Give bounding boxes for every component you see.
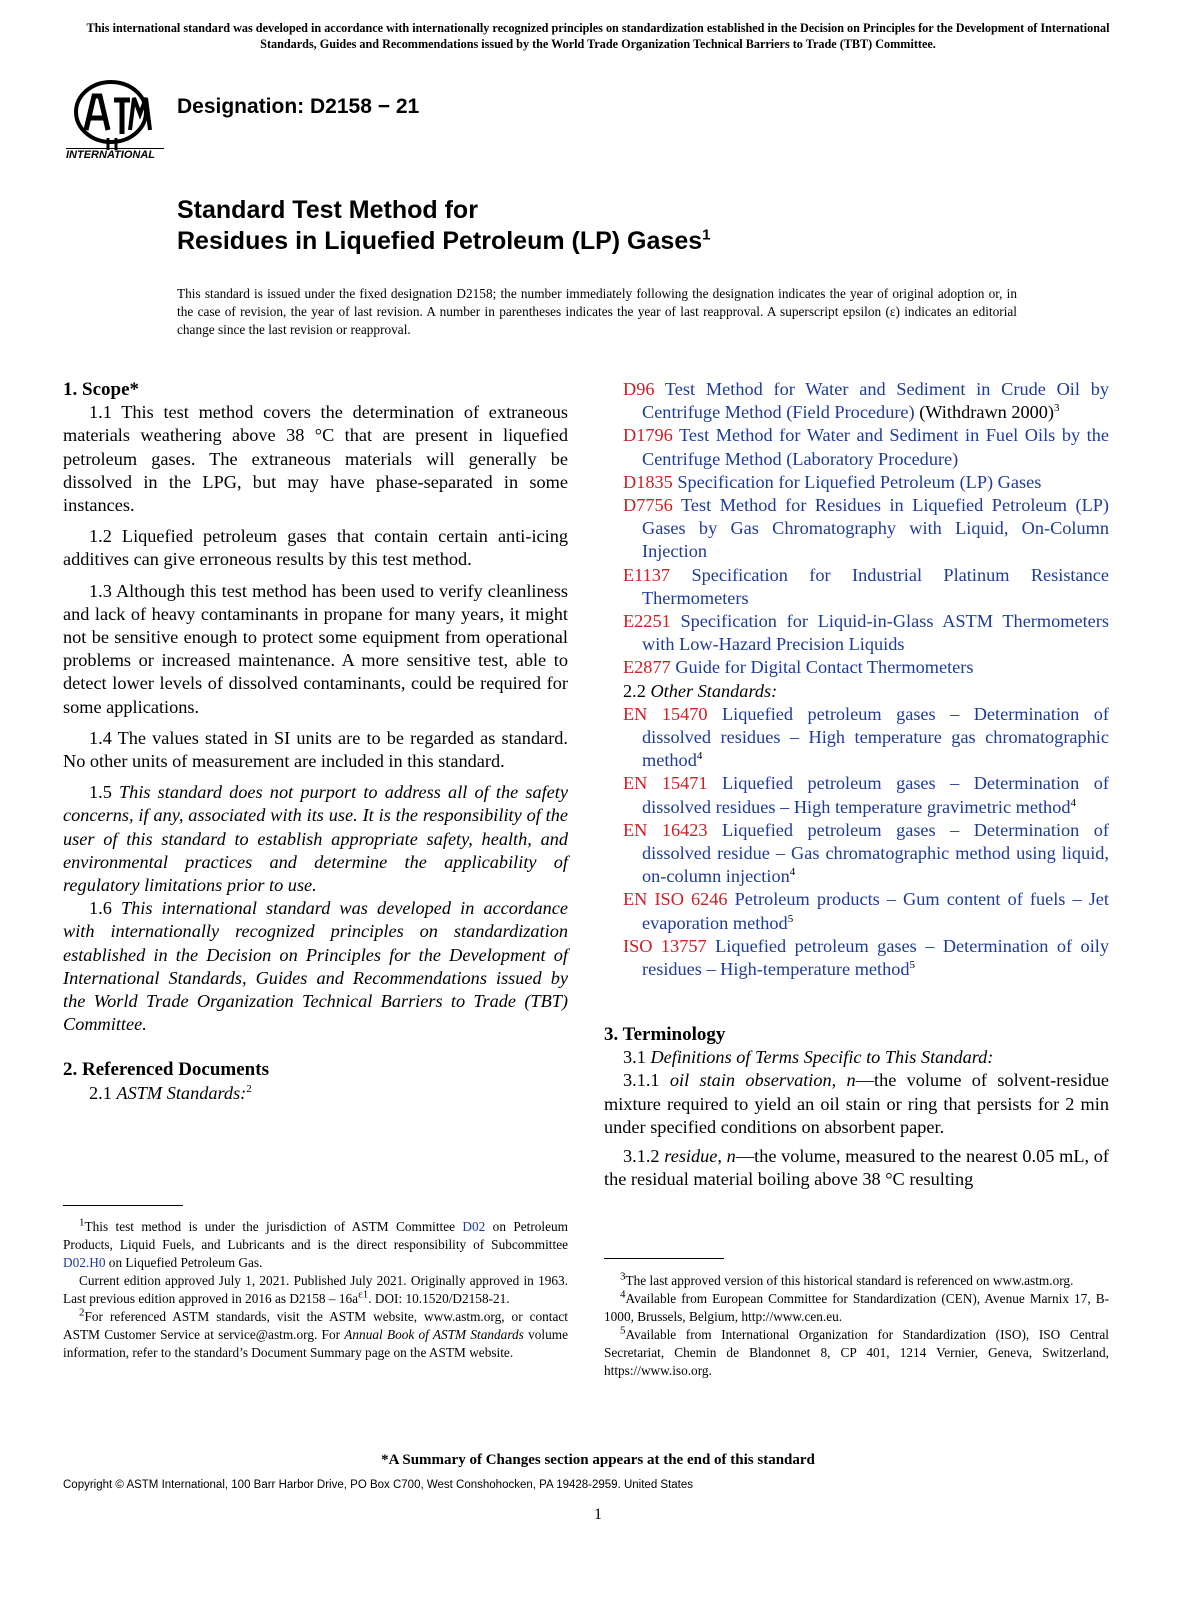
section-heading-scope: 1. Scope* xyxy=(63,379,139,400)
copyright: Copyright © ASTM International, 100 Barr Harbor Drive, PO Box C700, West Conshohocken, PA 19428-2959. United States xyxy=(63,1479,694,1491)
footnotes-right xyxy=(604,1272,1109,1380)
reference-title-link[interactable]: Test Method for Residues in Liquefied Petroleum (LP) Gases by Gas Chromatography with Liquid, On-Column Injection xyxy=(642,495,1109,562)
summary-note: *A Summary of Changes section appears at the end of this standard xyxy=(381,1452,815,1468)
reference-item xyxy=(623,494,1109,564)
reference-note: (Withdrawn 2000) xyxy=(914,402,1055,423)
reference-item xyxy=(623,819,1109,889)
reference-title-link[interactable]: Liquefied petroleum gases – Determination of dissolved residues – High temperature gravimetric method xyxy=(642,773,1109,817)
reference-item xyxy=(623,772,1109,818)
reference-footnote-mark: 3 xyxy=(1054,402,1060,415)
reference-title-link[interactable]: Test Method for Water and Sediment in Fuel Oils by the Centrifuge Method (Laboratory Procedure) xyxy=(642,425,1110,469)
right-column xyxy=(623,378,1109,981)
reference-code-link[interactable]: D1796 xyxy=(623,425,673,446)
footnotes-left xyxy=(63,1218,568,1362)
terminology-section xyxy=(604,1023,1109,1191)
left-column xyxy=(63,378,568,1113)
footnote-link-d02-h0[interactable]: D02.H0 xyxy=(63,1255,106,1270)
reference-footnote-mark: 4 xyxy=(789,866,796,879)
reference-code-link[interactable]: E2251 xyxy=(623,611,671,632)
reference-item xyxy=(623,935,1109,981)
document-title xyxy=(177,195,710,257)
reference-item xyxy=(623,564,1109,610)
reference-item xyxy=(623,424,1109,470)
reference-title-link[interactable]: Liquefied petroleum gases – Determination of oily residues – High-temperature method xyxy=(642,935,1109,980)
designation: Designation: D2158 − 21 xyxy=(177,95,420,118)
paragraph-1-5: 1.5 This standard does not purport to address all of the safety concerns, if any, associated with its use. It is the responsibility of the user of this standard to establish appropriate safety, health, and environmental practices and determine the applicability of regulatory limitations prior to use. xyxy=(63,782,568,896)
reference-title-link[interactable]: Petroleum products – Gum content of fuels – Jet evaporation method xyxy=(642,889,1109,933)
footnote-mark: 5 xyxy=(620,1324,626,1337)
reference-title-link[interactable]: Liquefied petroleum gases – Determination of dissolved residues – High temperature gas chromatographic method xyxy=(642,703,1109,771)
paragraph-3-1: 3.1 Definitions of Terms Specific to This Standard: xyxy=(623,1047,994,1068)
issued-note: This standard is issued under the fixed designation D2158; the number immediately following the designation indicates the year of original adoption or, in the case of revision, the year of last revision. A number in parentheses indicates the year of last reapproval. A superscript epsilon (ε) indicates an editorial change since the last revision or reapproval. xyxy=(177,286,1017,337)
other-reference-list xyxy=(623,703,1109,981)
reference-footnote-mark: 4 xyxy=(696,750,703,763)
reference-item xyxy=(623,888,1109,934)
footnote-text: The last approved version of this historical standard is referenced on www.astm.org. xyxy=(625,1273,1074,1288)
reference-item xyxy=(623,610,1109,656)
reference-footnote-mark: 4 xyxy=(1070,796,1076,809)
reference-title-link[interactable]: Specification for Liquefied Petroleum (LP) Gases xyxy=(677,471,1042,492)
reference-code-link[interactable]: D96 xyxy=(623,379,655,399)
reference-item xyxy=(623,378,1109,424)
title-footnote-mark: 1 xyxy=(702,226,711,244)
reference-footnote-mark: 5 xyxy=(909,958,916,971)
page-number: 1 xyxy=(594,1506,602,1523)
astm-reference-list xyxy=(623,378,1109,680)
footnote-1: $^1$This test method is under the jurisdiction of ASTM Committee D02 on Petroleum Products, Liquid Fuels, and Lubricants and is the direct responsibility of Subcommittee D02.H0 on Liquefied Petroleum Gas. xyxy=(63,1216,568,1270)
paragraph-2-1: 2.1 ASTM Standards:$^2$ xyxy=(89,1082,252,1103)
logo-text: INTERNATIONAL xyxy=(66,148,164,161)
footnote-2: $^2$For referenced ASTM standards, visit the ASTM website, www.astm.org, or contact ASTM Customer Service at service@astm.org. For Annual Book of ASTM Standards volume information, refer to the standard’s Document Summary page on the ASTM website. xyxy=(63,1306,568,1360)
paragraph-3-1-2: 3.1.2 residue, n—the volume, measured to the nearest 0.05 mL, of the residual material boiling above 38 °C resulting xyxy=(604,1146,1110,1190)
paragraph-1-4: 1.4 The values stated in SI units are to be regarded as standard. No other units of measurement are included in this standard. xyxy=(63,727,568,772)
reference-title-link[interactable]: Specification for Industrial Platinum Resistance Thermometers xyxy=(642,564,1109,608)
section-heading-referenced-documents: 2. Referenced Documents xyxy=(63,1059,269,1081)
paragraph-2-2: 2.2 Other Standards: xyxy=(623,680,778,701)
reference-item xyxy=(623,656,1109,679)
paragraph-1-6: 1.6 This international standard was developed in accordance with internationally recognized principles on standardization established in the Decision on Principles for the Development of International Standards, Guides and Recommendations issued by the World Trade Organization Technical Barriers to Trade (TBT) Committee. xyxy=(63,898,568,1035)
footnote-4 xyxy=(604,1290,1109,1326)
footnote-1-edition: Current edition approved July 1, 2021. Published July 2021. Originally approved in 1963. Last previous edition approved in 2016 as $D2158 - 16a^{\varepsilon 1}$. DOI: 10.1520/D2158-21. xyxy=(63,1273,568,1306)
reference-footnote-mark: 5 xyxy=(787,912,794,925)
paragraph-1-2: 1.2 Liquefied petroleum gases that contain certain anti-icing additives can give erroneous results by this test method. xyxy=(63,526,568,570)
reference-title-link[interactable]: Test Method for Water and Sediment in Crude Oil by Centrifuge Method (Field Procedure) xyxy=(642,379,1109,423)
paragraph-3-1-1: 3.1.1 oil stain observation, n—the volume of solvent-residue mixture required to yield an oil stain or ring that persists for 2 min under specified conditions on absorbent paper. xyxy=(604,1070,1110,1137)
footnote-rule-right xyxy=(604,1258,724,1259)
footnote-mark: 3 xyxy=(620,1270,626,1283)
reference-code-link[interactable]: EN 16423 xyxy=(623,819,708,840)
title-line-1: Standard Test Method for xyxy=(177,196,478,224)
section-heading-terminology: 3. Terminology xyxy=(604,1024,726,1045)
footnote-5 xyxy=(604,1326,1109,1380)
reference-item xyxy=(623,471,1109,494)
footnote-3 xyxy=(604,1272,1109,1290)
reference-code-link[interactable]: EN 15470 xyxy=(623,703,708,724)
paragraph-1-3: 1.3 Although this test method has been used to verify cleanliness and lack of heavy contaminants in propane for many years, it might not be sensitive enough to protect some equipment from operational problems or increased maintenance. A more sensitive test, able to detect lower levels of dissolved contaminants, could be required for some applications. xyxy=(63,580,568,717)
title-line-2: Residues in Liquefied Petroleum (LP) Gases$^1$ xyxy=(177,226,711,255)
reference-code-link[interactable]: EN 15471 xyxy=(623,773,708,794)
reference-code-link[interactable]: EN ISO 6246 xyxy=(623,889,728,910)
footnote-rule-left xyxy=(63,1205,183,1206)
top-notice: This international standard was developed in accordance with internationally recognized principles on standardization established in the Decision on Principles for the Development of International Standards, Guides and Recommendations issued by the World Trade Organization Technical Barriers to Trade (TBT) Committee. xyxy=(86,21,1110,51)
astm-logo xyxy=(64,78,166,164)
reference-code-link[interactable]: E2877 xyxy=(623,657,671,678)
reference-code-link[interactable]: D7756 xyxy=(623,495,673,516)
reference-code-link[interactable]: D1835 xyxy=(623,471,673,492)
reference-item xyxy=(623,703,1109,773)
footnote-text: Available from International Organization for Standardization (ISO), ISO Central Secretariat, Chemin de Blandonnet 8, CP 401, 1214 Vernier, Geneva, Switzerland, https://www.iso.org. xyxy=(604,1327,1109,1378)
reference-title-link[interactable]: Guide for Digital Contact Thermometers xyxy=(675,657,974,678)
paragraph-1-1: 1.1 This test method covers the determination of extraneous materials weathering above 38 °C that are present in liquefied petroleum gases. The extraneous materials will generally be dissolved in the LPG, but may have phase-separated in some instances. xyxy=(63,402,568,516)
reference-title-link[interactable]: Specification for Liquid-in-Glass ASTM Thermometers with Low-Hazard Precision Liquids xyxy=(642,611,1109,655)
reference-code-link[interactable]: ISO 13757 xyxy=(623,935,707,956)
reference-title-link[interactable]: Liquefied petroleum gases – Determination of dissolved residue – Gas chromatographic method using liquid, on-column injection xyxy=(642,819,1109,887)
footnote-link-d02[interactable]: D02 xyxy=(462,1219,486,1234)
footnote-mark: 4 xyxy=(620,1288,626,1301)
footnote-text: Available from European Committee for Standardization (CEN), Avenue Marnix 17, B-1000, Brussels, Belgium, http://www.cen.eu. xyxy=(604,1291,1109,1324)
reference-code-link[interactable]: E1137 xyxy=(623,564,671,585)
